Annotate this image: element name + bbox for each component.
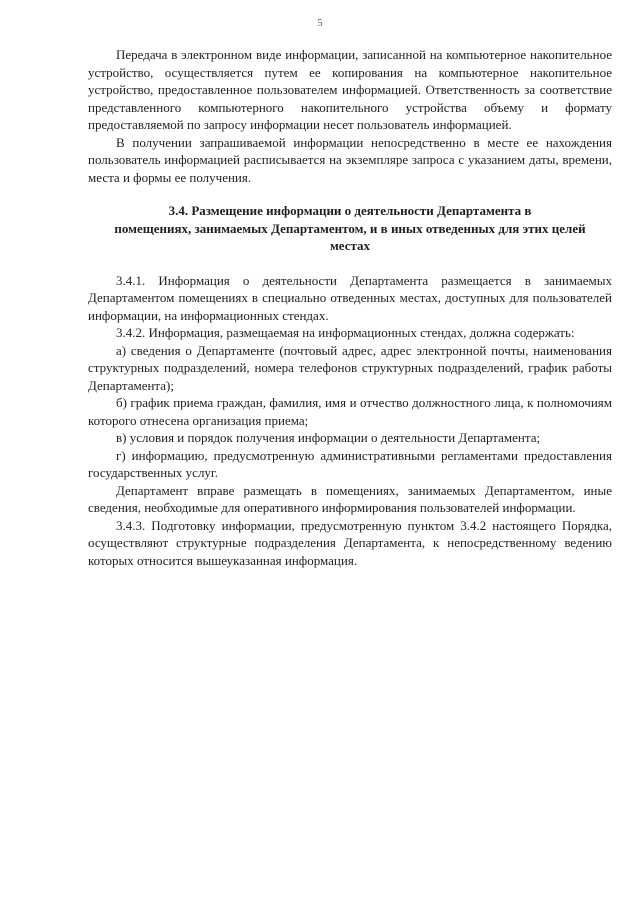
paragraph: 3.4.2. Информация, размещаемая на информационных стендах, должна содержать: [116, 325, 575, 340]
paragraph: 3.4.3. Подготовку информации, предусмотренную пунктом 3.4.2 настоящего Порядка, осуществляют структурные подразделения Департамента, к непосредственному ведению которых относится вышеуказанная информация. [88, 517, 612, 568]
paragraph: Департамент вправе размещать в помещениях, занимаемых Департаментом, иные сведения, необходимые для оперативного информирования пользователей информации. [88, 482, 612, 515]
section-body [88, 272, 612, 570]
section-heading-line: помещениях, занимаемых Департаментом, и в иных отведенных для этих целей [114, 220, 586, 236]
section-heading-line: местах [329, 238, 371, 253]
list-item: а) сведения о Департаменте (почтовый адрес, адрес электронной почты, наименования структурных подразделений, номера телефонов структурных подразделений, график работы Департамента); [88, 342, 612, 393]
list-item: б) график приема граждан, фамилия, имя и отчество должностного лица, к полномочиям которого отнесена организация приема; [88, 395, 612, 428]
page-number: 5 [317, 18, 323, 29]
section-heading [88, 202, 612, 255]
list-item: в) условия и порядок получения информации о деятельности Департамента; [116, 430, 541, 445]
paragraph: 3.4.1. Информация о деятельности Департамента размещается в занимаемых Департаментом помещениях в специально отведенных местах, доступных для пользователей информации, на информационных стендах. [88, 272, 612, 323]
paragraph: В получении запрашиваемой информации непосредственно в месте ее нахождения пользователь информацией расписывается на экземпляре запроса с указанием даты, времени, места и формы ее получения. [88, 134, 612, 185]
paragraph: Передача в электронном виде информации, записанной на компьютерное накопительное устройство, осуществляется путем ее копирования на компьютерное накопительное устройство, предоставленное пользователем информацией. Ответственность за соответствие представленного компьютерного накопительного устройства объему и формату предоставляемой по запросу информации несет пользователь информацией. [88, 47, 612, 132]
document-body [88, 46, 612, 569]
list-item: г) информацию, предусмотренную административными регламентами предоставления государственных услуг. [88, 447, 612, 480]
section-heading-line: 3.4. Размещение информации о деятельности Департамента в [168, 203, 532, 218]
